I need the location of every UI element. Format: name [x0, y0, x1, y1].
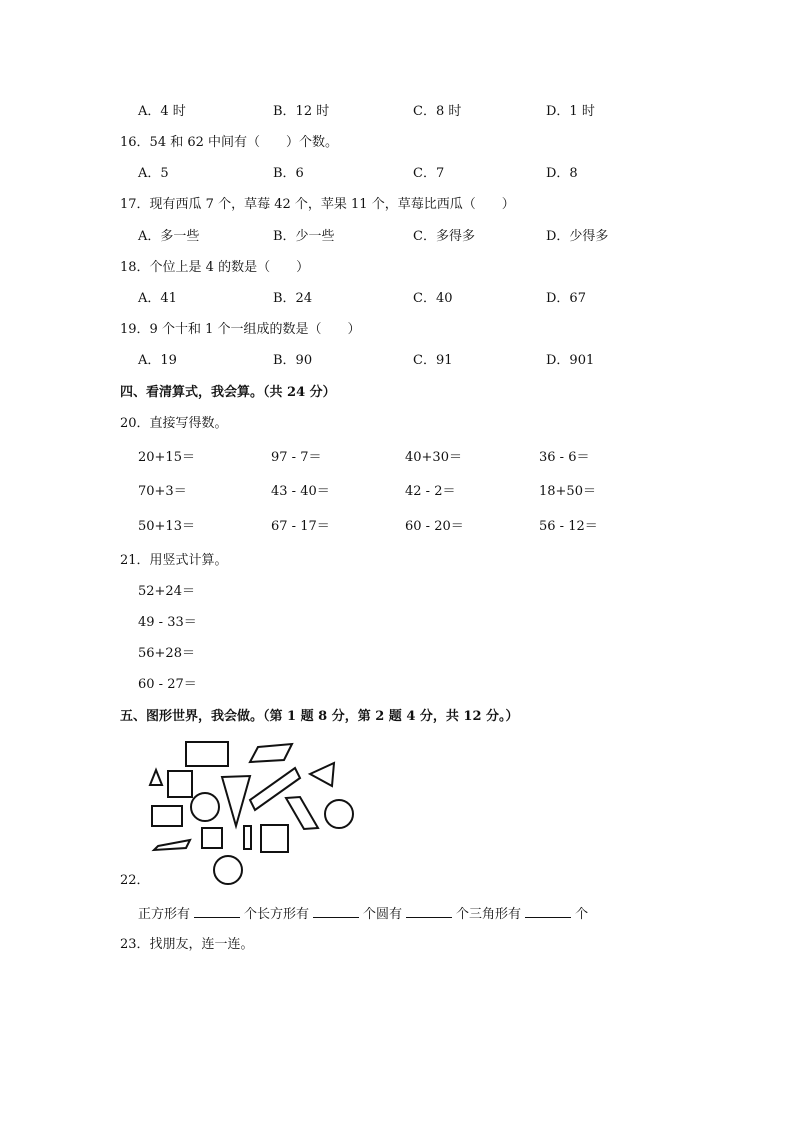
- q17-option-d: D．少得多: [546, 229, 609, 244]
- q20-item-2-1: 70+3＝: [138, 484, 187, 499]
- q16-stem: 16．54 和 62 中间有（ ）个数。: [120, 135, 339, 150]
- shape-circle: [191, 793, 219, 821]
- q19-option-c: C．91: [413, 353, 453, 368]
- q20-item-2-3: 42 - 2＝: [405, 484, 456, 499]
- q22-blank-square[interactable]: [194, 905, 240, 918]
- q20-item-2-4: 18+50＝: [539, 484, 596, 499]
- q19-option-b: B．90: [273, 353, 313, 368]
- shape-rectangle: [152, 806, 182, 826]
- q18-option-a: A．41: [138, 291, 177, 306]
- q22-label-end: 个: [575, 907, 589, 922]
- shape-triangle: [310, 763, 334, 786]
- q18-stem: 18．个位上是 4 的数是（ ）: [120, 260, 310, 275]
- q23-stem: 23．找朋友，连一连。: [120, 937, 254, 952]
- q22-label-rectangle: 个长方形有: [244, 907, 310, 922]
- q20-stem: 20．直接写得数。: [120, 416, 228, 431]
- q17-stem: 17．现有西瓜 7 个，草莓 42 个，苹果 11 个，草莓比西瓜（ ）: [120, 197, 515, 212]
- q18-option-c: C．40: [413, 291, 453, 306]
- shape-rectangle: [244, 826, 251, 849]
- q22-label-circle: 个圆有: [363, 907, 403, 922]
- q22-blank-circle[interactable]: [406, 905, 452, 918]
- q17-option-a: A．多一些: [138, 229, 200, 244]
- q18-option-d: D．67: [546, 291, 586, 306]
- shape-parallelogram: [154, 840, 190, 850]
- section4-title: 四、看清算式，我会算。（共 24 分）: [120, 385, 336, 400]
- shape-rectangle: [250, 768, 300, 810]
- q22-label-triangle: 个三角形有: [456, 907, 522, 922]
- shape-square: [202, 828, 222, 848]
- shape-circle: [325, 800, 353, 828]
- shape-square: [168, 771, 192, 797]
- shape-square: [261, 825, 288, 852]
- q16-option-c: C．7: [413, 166, 445, 181]
- q18-option-b: B．24: [273, 291, 313, 306]
- q22-number: 22．: [120, 873, 150, 888]
- q21-item-3: 56+28＝: [138, 646, 195, 661]
- shape-rectangle: [186, 742, 228, 766]
- shape-parallelogram: [250, 744, 292, 762]
- shapes-figure: [140, 738, 370, 888]
- q22-blank-triangle[interactable]: [525, 905, 571, 918]
- shape-triangle: [222, 776, 250, 826]
- shape-parallelogram: [286, 797, 318, 829]
- q22-fill-line: [138, 905, 588, 924]
- q20-item-1-1: 20+15＝: [138, 450, 195, 465]
- q20-item-3-2: 67 - 17＝: [271, 519, 330, 534]
- shape-circle: [214, 856, 242, 884]
- q16-option-b: B．6: [273, 166, 304, 181]
- q19-stem: 19．9 个十和 1 个一组成的数是（ ）: [120, 322, 361, 337]
- q15-option-c: C．8 时: [413, 104, 462, 119]
- q20-item-3-1: 50+13＝: [138, 519, 195, 534]
- q15-option-a: A．4 时: [138, 104, 186, 119]
- q16-option-d: D．8: [546, 166, 578, 181]
- q20-item-1-2: 97 - 7＝: [271, 450, 322, 465]
- q19-option-d: D．901: [546, 353, 595, 368]
- q21-item-4: 60 - 27＝: [138, 677, 197, 692]
- q19-option-a: A．19: [138, 353, 177, 368]
- q21-stem: 21．用竖式计算。: [120, 553, 228, 568]
- q21-item-2: 49 - 33＝: [138, 615, 197, 630]
- section5-title: 五、图形世界，我会做。（第 1 题 8 分，第 2 题 4 分，共 12 分。）: [120, 709, 519, 724]
- q20-item-3-3: 60 - 20＝: [405, 519, 464, 534]
- q17-option-b: B．少一些: [273, 229, 335, 244]
- q17-option-c: C．多得多: [413, 229, 475, 244]
- shape-triangle: [150, 770, 162, 785]
- q20-item-1-4: 36 - 6＝: [539, 450, 590, 465]
- q22-label-square: 正方形有: [138, 907, 191, 922]
- q15-option-b: B．12 时: [273, 104, 330, 119]
- q20-item-1-3: 40+30＝: [405, 450, 462, 465]
- q20-item-3-4: 56 - 12＝: [539, 519, 598, 534]
- q21-item-1: 52+24＝: [138, 584, 195, 599]
- q15-option-d: D．1 时: [546, 104, 595, 119]
- q16-option-a: A．5: [138, 166, 169, 181]
- q20-item-2-2: 43 - 40＝: [271, 484, 330, 499]
- q22-blank-rectangle[interactable]: [313, 905, 359, 918]
